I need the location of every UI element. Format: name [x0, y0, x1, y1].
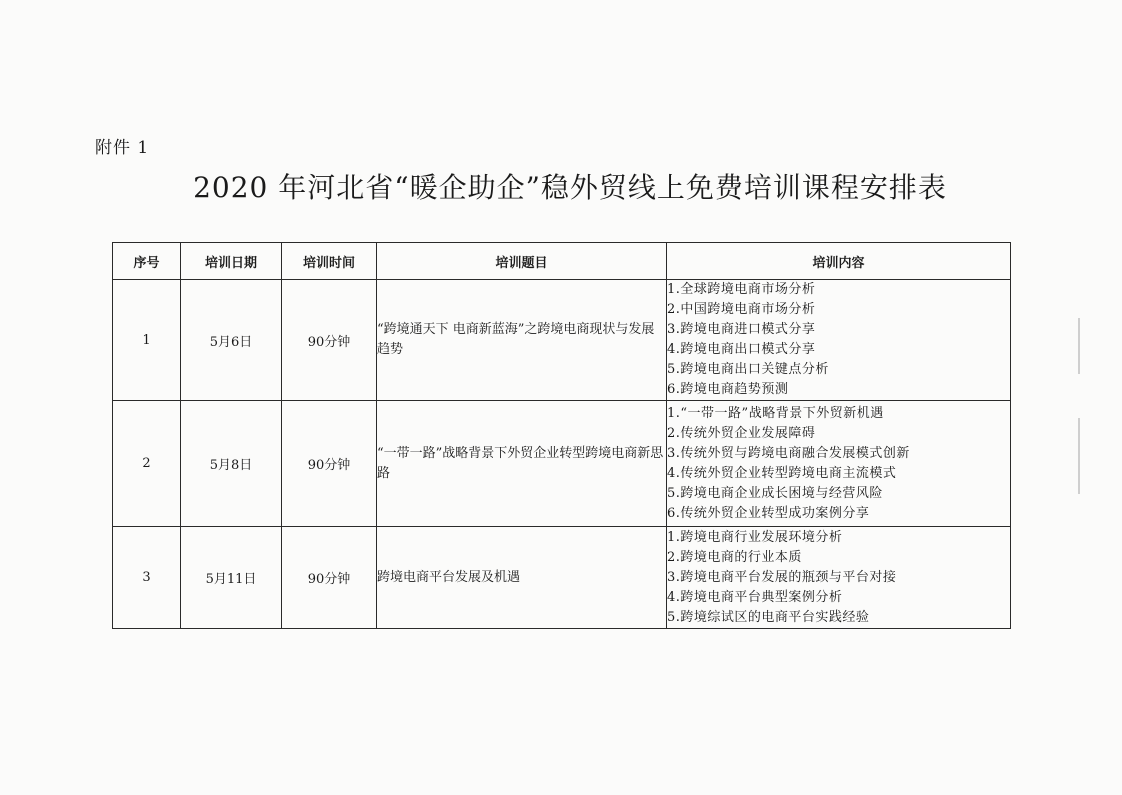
content-item: 4.跨境电商平台典型案例分析: [667, 589, 843, 605]
content-item: 3.跨境电商平台发展的瓶颈与平台对接: [667, 569, 897, 585]
scan-mark: [1078, 418, 1080, 494]
cell-duration: 90分钟: [282, 280, 377, 401]
content-item: 2.跨境电商的行业本质: [667, 549, 802, 565]
cell-content: [667, 401, 1011, 527]
content-item: 1.全球跨境电商市场分析: [667, 282, 816, 297]
table-row: [113, 527, 1011, 629]
table-row: [113, 280, 1011, 401]
scan-mark: [1078, 318, 1080, 374]
header-row: [113, 243, 1011, 280]
content-item: 1.“一带一路”战略背景下外贸新机遇: [667, 405, 884, 421]
cell-date: 5月11日: [181, 527, 282, 629]
header-date: 培训日期: [181, 243, 282, 280]
content-item: 1.跨境电商行业发展环境分析: [667, 529, 843, 545]
cell-topic: “一带一路”战略背景下外贸企业转型跨境电商新思路: [377, 401, 667, 527]
header-no: 序号: [113, 243, 181, 280]
content-item: 2.传统外贸企业发展障碍: [667, 425, 816, 441]
cell-date: 5月6日: [181, 280, 282, 401]
cell-duration: 90分钟: [282, 527, 377, 629]
cell-content: [667, 280, 1011, 401]
content-item: 6.跨境电商趋势预测: [667, 382, 789, 397]
cell-date: 5月8日: [181, 401, 282, 527]
schedule-table: [112, 242, 1011, 629]
cell-topic: 跨境电商平台发展及机遇: [377, 527, 667, 629]
content-item: 3.跨境电商进口模式分享: [667, 322, 816, 337]
content-item: 4.传统外贸企业转型跨境电商主流模式: [667, 465, 897, 481]
cell-topic: “跨境通天下 电商新蓝海”之跨境电商现状与发展趋势: [377, 280, 667, 401]
header-duration: 培训时间: [282, 243, 377, 280]
attachment-label: 附件 1: [95, 138, 150, 158]
content-item: 6.传统外贸企业转型成功案例分享: [667, 505, 870, 521]
cell-no: 1: [113, 280, 181, 401]
cell-no: 2: [113, 401, 181, 527]
header-content: 培训内容: [667, 243, 1011, 280]
content-item: 5.跨境电商企业成长困境与经营风险: [667, 485, 883, 501]
table-row: [113, 401, 1011, 527]
cell-no: 3: [113, 527, 181, 629]
content-item: 5.跨境综试区的电商平台实践经验: [667, 609, 870, 625]
cell-duration: 90分钟: [282, 401, 377, 527]
content-item: 3.传统外贸与跨境电商融合发展模式创新: [667, 445, 910, 461]
content-item: 4.跨境电商出口模式分享: [667, 342, 816, 357]
content-item: 2.中国跨境电商市场分析: [667, 302, 816, 317]
header-topic: 培训题目: [377, 243, 667, 280]
content-item: 5.跨境电商出口关键点分析: [667, 362, 829, 377]
page-title: 2020 年河北省“暖企助企”稳外贸线上免费培训课程安排表: [193, 171, 947, 204]
cell-content: [667, 527, 1011, 629]
